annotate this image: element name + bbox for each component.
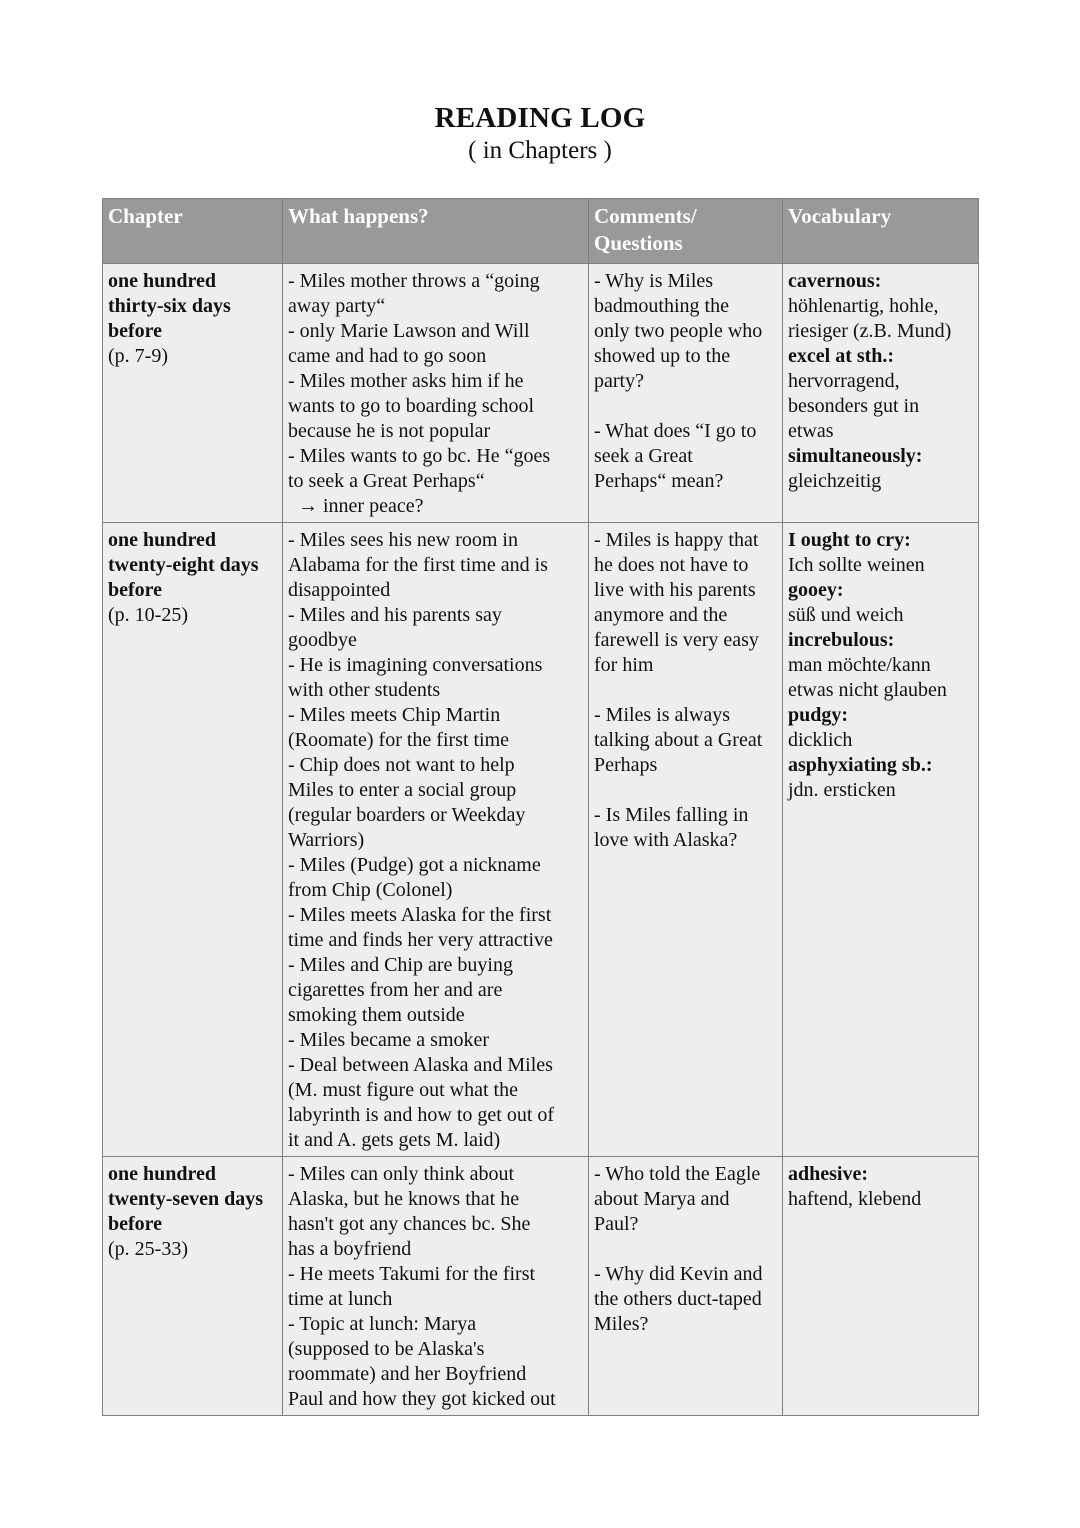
happens-line: has a boyfriend <box>288 1238 412 1260</box>
vocab-meaning: Ich sollte weinen <box>788 554 925 576</box>
happens-line: - Topic at lunch: Marya <box>288 1313 477 1335</box>
comment-line: he does not have to <box>594 554 749 576</box>
happens-line: - Miles mother throws a “going <box>288 270 540 292</box>
happens-line: disappointed <box>288 579 391 601</box>
happens-line: - only Marie Lawson and Will <box>288 320 530 342</box>
reading-log-table <box>102 198 979 1416</box>
vocab-meaning: etwas <box>788 420 834 442</box>
page-subtitle: ( in Chapters ) <box>468 137 612 164</box>
comment-line: Perhaps“ mean? <box>594 470 724 492</box>
header-vocabulary: Vocabulary <box>783 199 979 264</box>
comment-line: - Miles is always <box>594 704 731 726</box>
comment-line: party? <box>594 370 644 392</box>
happens-line: - Miles can only think about <box>288 1163 515 1185</box>
comments-cell <box>589 523 783 1157</box>
comment-line: badmouthing the <box>594 295 729 317</box>
comment-line: - Why is Miles <box>594 270 714 292</box>
vocab-meaning: man möchte/kann <box>788 654 931 676</box>
paragraph-gap <box>594 394 777 419</box>
happens-line: to seek a Great Perhaps“ <box>288 470 485 492</box>
happens-line: - Miles and his parents say <box>288 604 502 626</box>
chapter-name-line: twenty-seven days <box>108 1188 263 1210</box>
paragraph-gap <box>594 678 777 703</box>
paragraph-gap <box>594 1237 777 1262</box>
happens-line: - Miles and Chip are buying <box>288 954 513 976</box>
happens-line: goodbye <box>288 629 357 651</box>
chapter-name-line: thirty-six days <box>108 295 231 317</box>
comment-line: Perhaps <box>594 754 658 776</box>
happens-line: - Miles became a smoker <box>288 1029 490 1051</box>
comment-line: for him <box>594 654 654 676</box>
happens-line: - Miles meets Chip Martin <box>288 704 501 726</box>
vocab-term: adhesive: <box>788 1163 868 1185</box>
vocab-meaning: gleichzeitig <box>788 470 882 492</box>
vocab-meaning: jdn. ersticken <box>788 779 896 801</box>
comment-line: showed up to the <box>594 345 731 367</box>
vocab-meaning: riesiger (z.B. Mund) <box>788 320 952 342</box>
chapter-pages: (p. 7-9) <box>108 345 168 367</box>
happens-line: roommate) and her Boyfriend <box>288 1363 527 1385</box>
table-row <box>103 523 979 1157</box>
comment-line: the others duct-taped <box>594 1288 762 1310</box>
title-block <box>0 100 1080 166</box>
happens-line: it and A. gets gets M. laid) <box>288 1129 501 1151</box>
vocab-meaning: süß und weich <box>788 604 904 626</box>
happens-line: smoking them outside <box>288 1004 465 1026</box>
comment-line: love with Alaska? <box>594 829 738 851</box>
happens-line: (M. must figure out what the <box>288 1079 518 1101</box>
table-row <box>103 264 979 523</box>
happens-line: - He meets Takumi for the first <box>288 1263 536 1285</box>
vocab-meaning: dicklich <box>788 729 853 751</box>
vocab-term: gooey: <box>788 579 844 601</box>
vocab-meaning: etwas nicht glauben <box>788 679 947 701</box>
chapter-pages: (p. 10-25) <box>108 604 188 626</box>
comment-line: - Who told the Eagle <box>594 1163 761 1185</box>
chapter-name-line: twenty-eight days <box>108 554 259 576</box>
vocab-term: pudgy: <box>788 704 849 726</box>
header-comments-line: Comments/ <box>594 204 697 228</box>
vocab-term: asphyxiating sb.: <box>788 754 933 776</box>
happens-line: Warriors) <box>288 829 365 851</box>
page-title: READING LOG <box>434 102 646 134</box>
vocabulary-cell <box>783 264 979 523</box>
table-header-row <box>103 199 979 264</box>
happens-line: wants to go to boarding school <box>288 395 535 417</box>
happens-line: hasn't got any chances bc. She <box>288 1213 531 1235</box>
comment-line: about Marya and <box>594 1188 730 1210</box>
happens-line: Paul and how they got kicked out <box>288 1388 556 1410</box>
vocab-term: cavernous: <box>788 270 882 292</box>
happens-line: cigarettes from her and are <box>288 979 503 1001</box>
vocab-meaning: höhlenartig, hohle, <box>788 295 939 317</box>
chapter-name-line: one hundred <box>108 270 217 292</box>
happens-line: (supposed to be Alaska's <box>288 1338 485 1360</box>
vocab-meaning: haftend, klebend <box>788 1188 922 1210</box>
comment-line: farewell is very easy <box>594 629 759 651</box>
comment-line: live with his parents <box>594 579 756 601</box>
comment-line: Paul? <box>594 1213 639 1235</box>
vocabulary-cell <box>783 523 979 1157</box>
happens-line: away party“ <box>288 295 386 317</box>
chapter-cell <box>103 1157 283 1416</box>
happens-line: because he is not popular <box>288 420 491 442</box>
happens-line: Alabama for the first time and is <box>288 554 548 576</box>
happens-line: - Miles wants to go bc. He “goes <box>288 445 551 467</box>
vocab-term: increbulous: <box>788 629 895 651</box>
chapter-name-line: one hundred <box>108 1163 217 1185</box>
comment-line: - Why did Kevin and <box>594 1263 763 1285</box>
vocab-term: simultaneously: <box>788 445 923 467</box>
what-happens-cell <box>283 1157 589 1416</box>
vocab-term: excel at sth.: <box>788 345 895 367</box>
happens-line: (regular boarders or Weekday <box>288 804 526 826</box>
header-comments-line: Questions <box>594 231 683 255</box>
comments-cell <box>589 1157 783 1416</box>
comments-cell <box>589 264 783 523</box>
header-chapter: Chapter <box>103 199 283 264</box>
chapter-name-line: before <box>108 1213 163 1235</box>
vocab-term: I ought to cry: <box>788 529 911 551</box>
vocab-meaning: hervorragend, <box>788 370 900 392</box>
comment-line: - Is Miles falling in <box>594 804 749 826</box>
happens-line: time at lunch <box>288 1288 393 1310</box>
chapter-name-line: before <box>108 320 163 342</box>
chapter-pages: (p. 25-33) <box>108 1238 188 1260</box>
comment-line: - Miles is happy that <box>594 529 759 551</box>
header-comments <box>589 199 783 264</box>
happens-line: from Chip (Colonel) <box>288 879 453 901</box>
chapter-name-line: one hundred <box>108 529 217 551</box>
chapter-cell <box>103 264 283 523</box>
comment-line: only two people who <box>594 320 763 342</box>
comment-line: anymore and the <box>594 604 728 626</box>
happens-line: (Roomate) for the first time <box>288 729 510 751</box>
vocabulary-cell <box>783 1157 979 1416</box>
happens-line: - Miles mother asks him if he <box>288 370 524 392</box>
happens-line: - Miles meets Alaska for the first <box>288 904 552 926</box>
happens-line: came and had to go soon <box>288 345 487 367</box>
table-body <box>103 264 979 1416</box>
happens-line: - He is imagining conversations <box>288 654 543 676</box>
chapter-cell <box>103 523 283 1157</box>
comment-line: - What does “I go to <box>594 420 757 442</box>
happens-line: Alaska, but he knows that he <box>288 1188 520 1210</box>
happens-line: → inner peace? <box>298 495 424 517</box>
happens-line: - Miles (Pudge) got a nickname <box>288 854 541 876</box>
happens-line: - Chip does not want to help <box>288 754 515 776</box>
happens-line: labyrinth is and how to get out of <box>288 1104 555 1126</box>
what-happens-cell <box>283 523 589 1157</box>
table-row <box>103 1157 979 1416</box>
comment-line: talking about a Great <box>594 729 763 751</box>
happens-line: time and finds her very attractive <box>288 929 553 951</box>
comment-line: Miles? <box>594 1313 649 1335</box>
vocab-meaning: besonders gut in <box>788 395 920 417</box>
paragraph-gap <box>594 778 777 803</box>
chapter-name-line: before <box>108 579 163 601</box>
happens-line: Miles to enter a social group <box>288 779 517 801</box>
comment-line: seek a Great <box>594 445 693 467</box>
happens-line: - Deal between Alaska and Miles <box>288 1054 553 1076</box>
what-happens-cell <box>283 264 589 523</box>
happens-line: - Miles sees his new room in <box>288 529 518 551</box>
header-what-happens: What happens? <box>283 199 589 264</box>
happens-line: with other students <box>288 679 441 701</box>
